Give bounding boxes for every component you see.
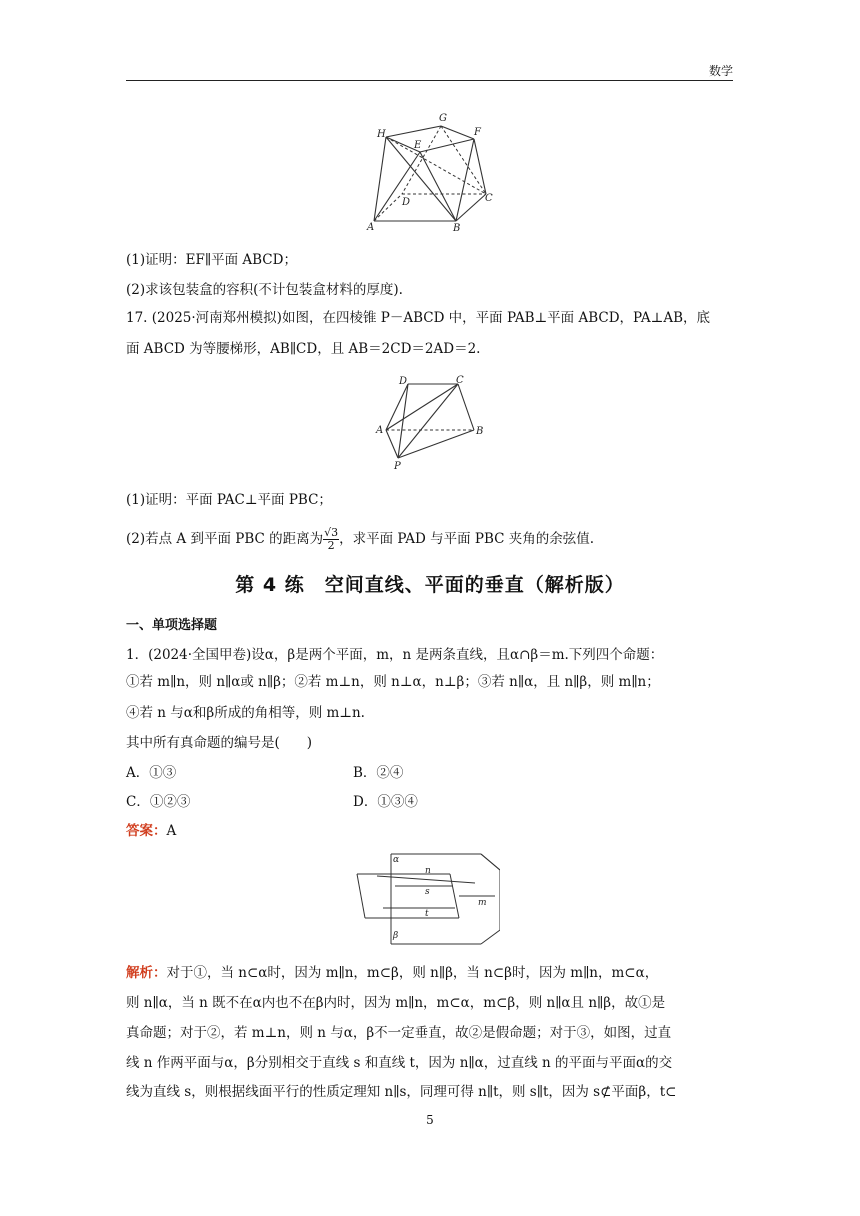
page-number: 5 <box>426 1113 434 1127</box>
analysis-line5: 线为直线 s，则根据线面平行的性质定理知 n∥s，同理可得 n∥t，则 s∥t，因为 s⊄平面β，t⊂ <box>126 1084 677 1100</box>
fraction-numerator: √3 <box>324 526 339 539</box>
option-d: D．①③④ <box>353 794 418 810</box>
q1-line2: ①若 m∥n，则 n∥α或 n∥β；②若 m⊥n，则 n⊥α，n⊥β；③若 n∥α，且 n∥β，则 m∥n； <box>126 674 660 690</box>
fig2-label-A: A <box>376 425 384 436</box>
fig3-label-alpha: α <box>393 855 400 865</box>
analysis-line2: 则 n∥α，当 n 既不在α内也不在β内时，因为 m∥n，m⊂α，m⊂β，则 n∥α且 n∥β，故①是 <box>126 995 666 1011</box>
q16-part2: (2)求该包装盒的容积(不计包装盒材料的厚度). <box>126 282 403 298</box>
analysis-line4: 线 n 作两平面与α，β分别相交于直线 s 和直线 t，因为 n∥α，过直线 n 的平面与平面α的交 <box>126 1055 673 1071</box>
fig2-label-P: P <box>394 461 401 472</box>
analysis-line1 <box>126 964 658 982</box>
fig3-label-t: t <box>425 909 429 919</box>
q1-line4: 其中所有真命题的编号是( ) <box>126 735 313 751</box>
fig1-label-E: E <box>414 140 422 151</box>
q16-part1: (1)证明：EF∥平面 ABCD； <box>126 252 297 268</box>
analysis-line3: 真命题；对于②，若 m⊥n，则 n 与α，β不一定垂直，故②是假命题；对于③，如图，过直 <box>126 1025 672 1041</box>
figure-pyramid <box>372 372 490 472</box>
fig2-label-D: D <box>399 376 408 387</box>
page-header <box>126 60 733 81</box>
q17-part2 <box>126 521 594 557</box>
q17-part2-text-end: ，求平面 PAD 与平面 PBC 夹角的余弦值. <box>339 531 595 547</box>
q17-line1: 17. (2025·河南郑州模拟)如图，在四棱锥 P－ABCD 中，平面 PAB⊥平面 ABCD，PA⊥AB，底 <box>126 310 711 326</box>
fig1-label-D: D <box>402 197 411 208</box>
analysis-text-1: 对于①，当 n⊂α时，因为 m∥n，m⊂β，则 n∥β，当 n⊂β时，因为 m∥n，m⊂α， <box>166 965 659 981</box>
header-subject: 数学 <box>708 64 733 78</box>
figure-planes <box>355 850 500 948</box>
q17-line2: 面 ABCD 为等腰梯形，AB∥CD，且 AB＝2CD＝2AD＝2. <box>126 341 481 357</box>
q1-line1: 1．(2024·全国甲卷)设α，β是两个平面，m，n 是两条直线，且α∩β＝m.下列四个命题： <box>126 647 664 663</box>
fig3-label-s: s <box>425 887 430 897</box>
fig1-label-C: C <box>485 193 493 204</box>
fig1-label-A: A <box>367 222 375 233</box>
figure-polyhedron <box>364 110 496 234</box>
fig3-label-n: n <box>425 866 431 876</box>
q17-part2-text: (2)若点 A 到平面 PBC 的距离为 <box>126 531 324 547</box>
fig2-label-B: B <box>476 426 484 437</box>
fig3-label-beta: β <box>393 931 399 941</box>
section-title: 第 4 练 空间直线、平面的垂直（解析版） <box>235 574 625 596</box>
fig1-label-H: H <box>377 129 386 140</box>
section-heading: 一、单项选择题 <box>126 618 218 633</box>
answer-value: A <box>166 823 177 839</box>
q17-part1: (1)证明：平面 PAC⊥平面 PBC； <box>126 492 332 508</box>
answer-label: 答案： <box>126 823 167 839</box>
q1-line3: ④若 n 与α和β所成的角相等，则 m⊥n. <box>126 705 365 721</box>
fig3-label-m: m <box>478 898 487 908</box>
answer-line <box>126 822 176 840</box>
fraction-denominator: 2 <box>327 539 335 552</box>
option-a: A．①③ <box>126 765 177 781</box>
fig2-label-C: C <box>456 375 464 386</box>
option-b: B．②④ <box>353 765 404 781</box>
fig1-label-G: G <box>439 113 447 124</box>
fig1-label-B: B <box>453 223 461 234</box>
analysis-label: 解析： <box>126 965 167 981</box>
fig1-label-F: F <box>474 127 481 138</box>
sqrt3-over-2-fraction <box>323 527 339 552</box>
option-c: C．①②③ <box>126 794 191 810</box>
